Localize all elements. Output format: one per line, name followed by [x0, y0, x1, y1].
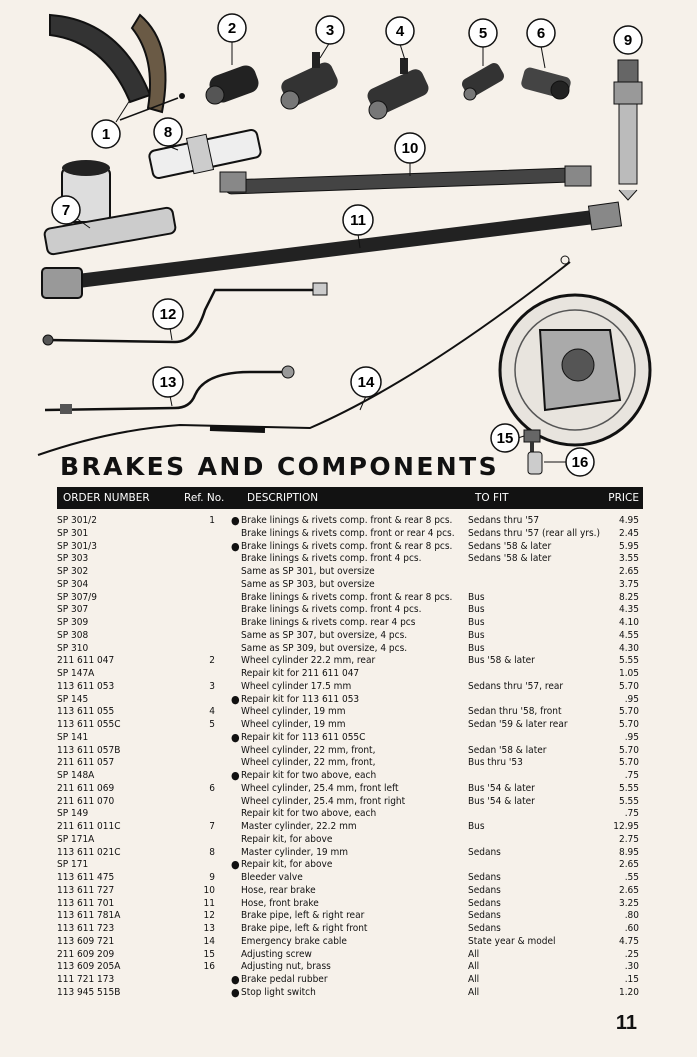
callout-12 [153, 299, 183, 340]
price-cell: 4.95 [618, 515, 639, 526]
callout-15 [491, 424, 524, 452]
svg-text:14: 14 [357, 374, 375, 391]
table-row [57, 974, 643, 987]
description-cell: Repair kit for 113 611 053 [241, 693, 360, 705]
order-number-cell: SP 307 [57, 604, 89, 616]
bullet-marker: ● [231, 692, 240, 706]
price-cell: 2.75 [618, 833, 639, 845]
price-cell: 4.55 [618, 629, 639, 641]
ref-no-cell: 7 [209, 821, 215, 832]
table-row [57, 719, 643, 732]
to-fit-cell: Sedans [468, 910, 501, 922]
ref-no-cell: 3 [209, 680, 215, 692]
order-number-cell: 113 611 053 [57, 680, 115, 692]
description-cell: Brake pedal rubber [241, 974, 328, 985]
to-fit-cell: Bus [468, 629, 485, 641]
order-number-cell: SP 308 [57, 629, 89, 641]
price-cell: 5.70 [618, 680, 639, 692]
header-order-number: ORDER NUMBER [63, 492, 150, 504]
ref-no-cell: 6 [209, 782, 215, 794]
svg-text:2: 2 [227, 20, 237, 37]
wheel-cylinder-6-drawing [520, 66, 572, 100]
parts-table [57, 515, 643, 1000]
price-cell: .80 [624, 910, 639, 922]
price-cell: 4.35 [618, 604, 639, 616]
description-cell: Same as SP 301, but oversize [241, 566, 375, 577]
bullet-marker: ● [231, 514, 240, 527]
price-cell: 5.55 [618, 782, 639, 794]
ref-no-cell: 5 [209, 719, 215, 730]
order-number-cell: SP 301 [57, 527, 89, 539]
description-cell: Wheel cylinder, 25.4 mm, front right [241, 795, 406, 807]
brake-shoe-drawing [50, 15, 185, 120]
ref-no-cell: 1 [209, 515, 215, 526]
order-number-cell: 211 611 057 [57, 757, 115, 769]
price-cell: 2.65 [618, 884, 639, 896]
table-row [57, 579, 643, 592]
table-row [57, 604, 643, 617]
section-title: BRAKES AND COMPONENTS [60, 452, 499, 481]
callout-13 [153, 367, 183, 406]
order-number-cell: 113 611 727 [57, 884, 115, 896]
wheel-cylinder-4-drawing [365, 58, 431, 119]
order-number-cell: SP 310 [57, 642, 89, 654]
svg-text:16: 16 [571, 454, 589, 471]
order-number-cell: 113 611 475 [57, 872, 115, 883]
description-cell: Adjusting nut, brass [241, 961, 331, 973]
ref-no-cell: 13 [203, 923, 215, 934]
ref-no-cell: 11 [203, 897, 215, 909]
price-cell: 2.45 [618, 527, 639, 539]
svg-text:7: 7 [61, 202, 71, 219]
to-fit-cell: Sedans [468, 872, 501, 883]
order-number-cell: SP 302 [57, 566, 89, 577]
description-cell: Wheel cylinder 22.2 mm, rear [241, 655, 376, 667]
price-cell: .75 [624, 808, 639, 820]
order-number-cell: 113 611 057B [57, 744, 121, 756]
table-row [57, 592, 643, 605]
price-cell: 3.25 [618, 897, 639, 909]
description-cell: Wheel cylinder, 22 mm, front, [241, 757, 376, 769]
table-row [57, 541, 643, 554]
to-fit-cell: Bus '58 & later [468, 655, 535, 667]
to-fit-cell: Sedans thru '57, rear [468, 680, 564, 692]
order-number-cell: SP 301/3 [57, 540, 97, 552]
price-cell: 5.55 [618, 795, 639, 807]
callout-2 [218, 14, 246, 65]
price-cell: .15 [624, 974, 639, 985]
to-fit-cell: Sedan thru '58, front [468, 706, 562, 718]
price-cell: 2.65 [618, 859, 639, 871]
description-cell: Same as SP 303, but oversize [241, 578, 375, 590]
callout-3 [316, 16, 344, 58]
to-fit-cell: All [468, 961, 480, 973]
header-to-fit: TO FIT [475, 492, 509, 504]
header-description: DESCRIPTION [247, 492, 319, 504]
svg-text:10: 10 [401, 140, 419, 157]
table-row [57, 910, 643, 923]
order-number-cell: 211 611 011C [57, 821, 121, 832]
svg-text:12: 12 [159, 306, 177, 323]
svg-text:4: 4 [395, 23, 405, 40]
description-cell: Emergency brake cable [241, 935, 347, 947]
callout-16 [544, 448, 594, 476]
ref-no-cell: 14 [203, 935, 215, 947]
bullet-marker: ● [231, 973, 240, 986]
description-cell: Same as SP 307, but oversize, 4 pcs. [241, 629, 408, 641]
description-cell: Wheel cylinder 17.5 mm [241, 680, 352, 692]
svg-text:11: 11 [350, 212, 366, 229]
callout-9 [614, 26, 642, 54]
emergency-brake-cable-drawing [38, 256, 570, 455]
description-cell: Stop light switch [241, 986, 316, 998]
price-cell: 4.30 [618, 642, 639, 654]
to-fit-cell: Bus '54 & later [468, 795, 535, 807]
svg-text:8: 8 [163, 124, 173, 141]
description-cell: Hose, front brake [241, 897, 319, 909]
ref-no-cell: 4 [209, 706, 215, 718]
order-number-cell: 113 611 781A [57, 910, 121, 922]
table-row [57, 643, 643, 656]
order-number-cell: 211 611 070 [57, 795, 115, 807]
description-cell: Hose, rear brake [241, 884, 316, 896]
order-number-cell: SP 171A [57, 833, 95, 845]
description-cell: Brake linings & rivets comp. front & rear 8 pcs. [241, 591, 453, 603]
to-fit-cell: All [468, 948, 480, 960]
order-number-cell: 113 945 515B [57, 986, 121, 998]
to-fit-cell: Bus [468, 591, 485, 603]
table-row [57, 528, 643, 541]
svg-text:15: 15 [496, 430, 514, 447]
order-number-cell: SP 147A [57, 668, 95, 679]
table-row [57, 923, 643, 936]
brake-pipe-12-drawing [43, 283, 327, 345]
price-cell: 1.05 [618, 668, 639, 679]
callout-10 [395, 133, 425, 176]
description-cell: Master cylinder, 22.2 mm [241, 821, 357, 832]
order-number-cell: 211 611 069 [57, 782, 115, 794]
ref-no-cell: 2 [209, 655, 215, 667]
description-cell: Same as SP 309, but oversize, 4 pcs. [241, 642, 408, 654]
price-cell: 5.70 [618, 744, 639, 756]
to-fit-cell: Sedans [468, 846, 501, 858]
to-fit-cell: Bus [468, 617, 485, 628]
description-cell: Repair kit for two above, each [241, 808, 377, 820]
table-row [57, 681, 643, 694]
to-fit-cell: All [468, 974, 480, 985]
table-row [57, 757, 643, 770]
description-cell: Wheel cylinder, 19 mm [241, 719, 346, 730]
table-row [57, 821, 643, 834]
price-cell: 4.75 [618, 935, 639, 947]
price-cell: .55 [624, 872, 639, 883]
ref-no-cell: 8 [209, 846, 215, 858]
table-row [57, 898, 643, 911]
to-fit-cell: Sedans thru '57 [468, 515, 540, 526]
price-cell: .30 [624, 961, 639, 973]
order-number-cell: 113 611 723 [57, 923, 115, 934]
order-number-cell: SP 148A [57, 770, 95, 781]
price-cell: 2.65 [618, 566, 639, 577]
description-cell: Wheel cylinder, 25.4 mm, front left [241, 782, 399, 794]
order-number-cell: SP 309 [57, 617, 89, 628]
to-fit-cell: Sedans '58 & later [468, 540, 552, 552]
description-cell: Brake pipe, left & right front [241, 923, 368, 934]
description-cell: Brake linings & rivets comp. front & rear 8 pcs. [241, 515, 453, 526]
table-row [57, 630, 643, 643]
description-cell: Wheel cylinder, 22 mm, front, [241, 744, 376, 756]
description-cell: Brake linings & rivets comp. rear 4 pcs [241, 617, 416, 628]
svg-text:1: 1 [101, 126, 111, 143]
table-row [57, 770, 643, 783]
price-cell: 5.70 [618, 757, 639, 769]
table-row [57, 706, 643, 719]
order-number-cell: SP 301/2 [57, 515, 97, 526]
table-row [57, 515, 643, 528]
to-fit-cell: Bus [468, 642, 485, 654]
order-number-cell: 113 611 055 [57, 706, 115, 718]
to-fit-cell: Bus '54 & later [468, 782, 535, 794]
to-fit-cell: Sedans thru '57 (rear all yrs.) [468, 527, 601, 539]
price-cell: 5.55 [618, 655, 639, 667]
ref-no-cell: 9 [209, 872, 215, 883]
callout-6 [527, 19, 555, 68]
table-row [57, 847, 643, 860]
table-row [57, 655, 643, 668]
order-number-cell: SP 149 [57, 808, 89, 820]
bullet-marker: ● [231, 539, 240, 553]
table-row [57, 872, 643, 885]
table-row [57, 566, 643, 579]
order-number-cell: 113 609 721 [57, 935, 115, 947]
order-number-cell: 113 611 021C [57, 846, 121, 858]
order-number-cell: SP 307/9 [57, 591, 97, 603]
order-number-cell: 113 611 055C [57, 719, 121, 730]
callout-1 [92, 100, 130, 148]
to-fit-cell: Sedans [468, 923, 501, 934]
adjusting-parts-drawing [524, 430, 542, 474]
description-cell: Brake linings & rivets comp. front 4 pcs. [241, 553, 422, 565]
callout-4 [386, 17, 414, 60]
to-fit-cell: Bus thru '53 [468, 757, 523, 769]
price-cell: 3.75 [618, 578, 639, 590]
price-cell: 1.20 [618, 986, 639, 998]
ref-no-cell: 15 [203, 948, 215, 960]
to-fit-cell: Bus [468, 821, 485, 832]
price-cell: .25 [624, 948, 639, 960]
table-row [57, 732, 643, 745]
description-cell: Brake linings & rivets comp. front 4 pcs. [241, 604, 422, 616]
price-cell: 12.95 [613, 821, 639, 832]
parts-illustration [0, 0, 697, 480]
header-ref-no: Ref. No. [184, 492, 225, 504]
description-cell: Repair kit, for above [241, 833, 333, 845]
table-row [57, 859, 643, 872]
header-price: PRICE [608, 492, 639, 504]
order-number-cell: 111 721 173 [57, 974, 115, 985]
order-number-cell: 113 611 701 [57, 897, 115, 909]
to-fit-cell: Sedans [468, 884, 501, 896]
price-cell: 3.55 [618, 553, 639, 565]
price-cell: .60 [624, 923, 639, 934]
price-cell: 8.25 [618, 591, 639, 603]
table-row [57, 987, 643, 1000]
brake-backing-plate-drawing [500, 295, 650, 445]
table-row [57, 808, 643, 821]
svg-text:3: 3 [325, 22, 335, 39]
table-row [57, 885, 643, 898]
order-number-cell: SP 304 [57, 578, 89, 590]
description-cell: Repair kit for two above, each [241, 770, 377, 781]
to-fit-cell: Sedan '59 & later rear [468, 719, 568, 730]
price-cell: .95 [624, 693, 639, 705]
price-cell: 5.95 [618, 540, 639, 552]
description-cell: Brake pipe, left & right rear [241, 910, 365, 922]
callout-5 [469, 19, 497, 66]
page-number: 11 [615, 1012, 637, 1034]
price-cell: 8.95 [618, 846, 639, 858]
table-row [57, 949, 643, 962]
bleeder-valve-drawing [614, 60, 642, 200]
callout-14 [351, 367, 381, 410]
table-row [57, 961, 643, 974]
table-row [57, 745, 643, 758]
order-number-cell: SP 171 [57, 859, 89, 871]
to-fit-cell: Sedans [468, 897, 501, 909]
bullet-marker: ● [231, 985, 240, 999]
description-cell: Master cylinder, 19 mm [241, 846, 349, 858]
description-cell: Repair kit for 113 611 055C [241, 731, 366, 743]
price-cell: .75 [624, 770, 639, 781]
order-number-cell: SP 141 [57, 731, 89, 743]
price-cell: 5.70 [618, 706, 639, 718]
bullet-marker: ● [231, 769, 240, 782]
ref-no-cell: 16 [203, 961, 215, 973]
table-row [57, 553, 643, 566]
table-row [57, 834, 643, 847]
wheel-cylinder-2-drawing [206, 63, 261, 106]
description-cell: Adjusting screw [241, 948, 312, 960]
to-fit-cell: All [468, 986, 480, 998]
description-cell: Repair kit for 211 611 047 [241, 668, 360, 679]
table-row [57, 796, 643, 809]
svg-text:6: 6 [536, 25, 546, 42]
price-cell: 5.70 [618, 719, 639, 730]
table-header [57, 487, 643, 509]
bullet-marker: ● [231, 858, 240, 872]
svg-text:5: 5 [478, 25, 488, 42]
rear-brake-hose-drawing [220, 166, 591, 194]
svg-text:13: 13 [159, 374, 177, 391]
description-cell: Repair kit, for above [241, 859, 333, 871]
to-fit-cell: Sedans '58 & later [468, 553, 552, 565]
order-number-cell: SP 303 [57, 553, 89, 565]
ref-no-cell: 10 [203, 884, 215, 896]
ref-no-cell: 12 [203, 910, 215, 922]
price-cell: .95 [624, 731, 639, 743]
table-row [57, 783, 643, 796]
description-cell: Bleeder valve [241, 872, 303, 883]
table-row [57, 936, 643, 949]
bullet-marker: ● [231, 730, 240, 744]
wheel-cylinder-5-drawing [460, 61, 506, 100]
order-number-cell: SP 145 [57, 693, 89, 705]
table-row [57, 668, 643, 681]
to-fit-cell: Sedan '58 & later [468, 744, 547, 756]
table-row [57, 694, 643, 707]
to-fit-cell: Bus [468, 604, 485, 616]
order-number-cell: 211 611 047 [57, 655, 115, 667]
order-number-cell: 113 609 205A [57, 961, 121, 973]
svg-text:9: 9 [623, 32, 633, 49]
wheel-cylinder-3-drawing [279, 52, 341, 109]
order-number-cell: 211 609 209 [57, 948, 115, 960]
price-cell: 4.10 [618, 617, 639, 628]
table-row [57, 617, 643, 630]
description-cell: Wheel cylinder, 19 mm [241, 706, 346, 718]
description-cell: Brake linings & rivets comp. front & rear 8 pcs. [241, 540, 453, 552]
description-cell: Brake linings & rivets comp. front or rear 4 pcs. [241, 527, 455, 539]
to-fit-cell: State year & model [468, 935, 556, 947]
